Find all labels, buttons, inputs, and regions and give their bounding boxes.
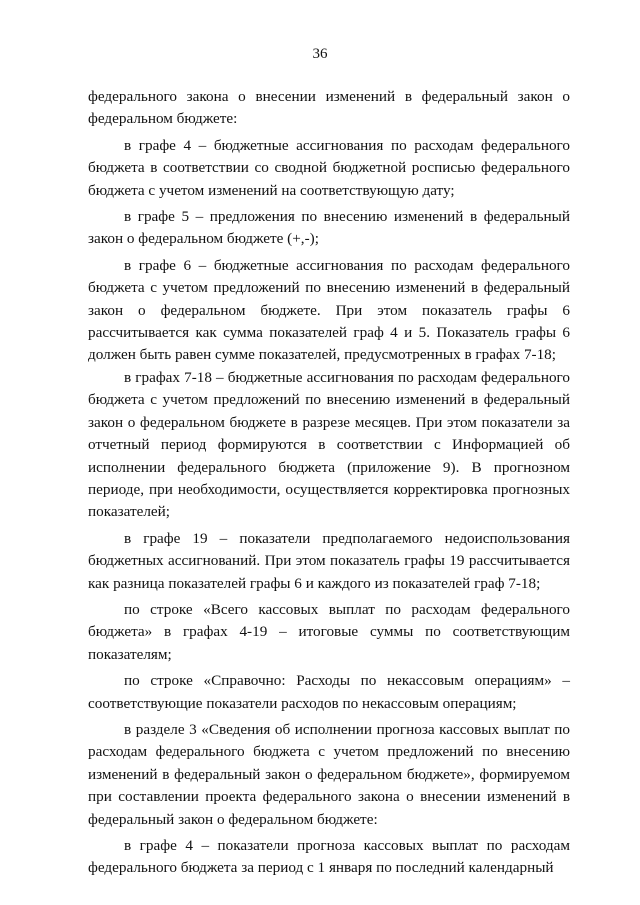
paragraph-reference-row: по строке «Справочно: Расходы по некассовым операциям» – соответствующие показатели расходов по некассовым операциям; [88, 672, 570, 712]
paragraph-column-6: в графе 6 – бюджетные ассигнования по расходам федерального бюджета с учетом предложений по внесению изменений в федеральный закон о федеральном бюджете. При этом показатель графы 6 рассчитывается как сумма показателей граф 4 и 5. Показатель графы 6 должен быть равен сумме показателей, предусмотренных в графах 7-18; [88, 256, 570, 364]
paragraph-intro: федерального закона о внесении изменений в федеральный закон о федеральном бюджете: [88, 88, 570, 128]
paragraph-section-3: в разделе 3 «Сведения об исполнении прогноза кассовых выплат по расходам федерального бюджета с учетом предложений по внесению изменений в федеральный закон о федеральном бюджете», формируемом при составлении проекта федерального закона о внесении изменений в федеральный закон о федеральном бюджете: [88, 720, 570, 828]
paragraph-column-19: в графе 19 – показатели предполагаемого недоиспользования бюджетных ассигнований. При этом показатель графы 19 рассчитывается как разница показателей графы 6 и каждого из показателей граф 7-18; [88, 529, 570, 592]
paragraph-total-row: по строке «Всего кассовых выплат по расходам федерального бюджета» в графах 4-19 – итоговые суммы по соответствующим показателям; [88, 600, 570, 663]
paragraph-column-4: в графе 4 – бюджетные ассигнования по расходам федерального бюджета в соответствии со сводной бюджетной росписью федерального бюджета с учетом изменений на соответствующую дату; [88, 136, 570, 199]
paragraph-column-5: в графе 5 – предложения по внесению изменений в федеральный закон о федеральном бюджете (+,-); [88, 208, 570, 248]
document-body [88, 86, 570, 880]
page-number: 36 [312, 46, 328, 62]
paragraph-section-3-column-4: в графе 4 – показатели прогноза кассовых выплат по расходам федерального бюджета за период с 1 января по последний календарный [88, 837, 570, 877]
paragraph-columns-7-18: в графах 7-18 – бюджетные ассигнования по расходам федерального бюджета с учетом предложений по внесению изменений в федеральный закон о федеральном бюджете в разрезе месяцев. При этом показатели за отчетный период формируются в соответствии с Информацией об исполнении федерального бюджета (приложение 9). В прогнозном периоде, при необходимости, осуществляется корректировка прогнозных показателей; [88, 368, 570, 521]
